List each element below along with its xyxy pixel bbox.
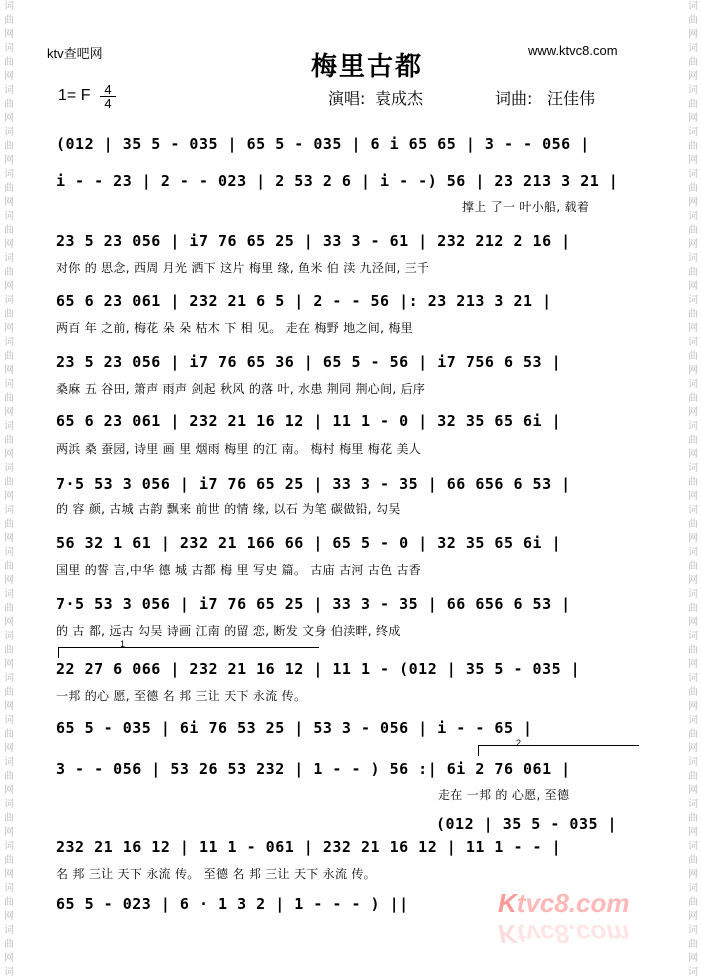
side-watermark-glyph: 网 xyxy=(4,113,14,124)
side-watermark-glyph: 词 xyxy=(4,253,14,264)
side-watermark-glyph: 词 xyxy=(688,169,698,180)
side-watermark-glyph: 词 xyxy=(688,337,698,348)
side-watermark-glyph: 网 xyxy=(4,281,14,292)
side-watermark-glyph: 曲 xyxy=(4,57,14,68)
volta-bracket-2 xyxy=(478,745,639,756)
side-watermark-glyph: 词 xyxy=(4,715,14,726)
side-watermark-glyph: 曲 xyxy=(688,771,698,782)
side-watermark-glyph: 曲 xyxy=(688,225,698,236)
side-watermark-glyph: 网 xyxy=(4,659,14,670)
side-watermark-glyph: 词 xyxy=(688,1,698,12)
side-watermark-glyph: 曲 xyxy=(4,561,14,572)
side-watermark-glyph: 词 xyxy=(688,673,698,684)
side-watermark-glyph: 词 xyxy=(688,883,698,894)
side-watermark-glyph: 网 xyxy=(688,953,698,964)
notes-row-5: 23 5 23 056 | i7 76 65 36 | 65 5 - 56 | i7 756 6 53 | xyxy=(56,353,562,371)
composer-label: 词曲: xyxy=(495,89,533,108)
side-watermark-glyph: 词 xyxy=(688,253,698,264)
side-watermark-glyph: 网 xyxy=(4,785,14,796)
side-watermark-glyph: 网 xyxy=(688,659,698,670)
side-watermark-glyph: 词 xyxy=(4,1,14,12)
side-watermark-glyph: 曲 xyxy=(4,603,14,614)
side-watermark-glyph: 曲 xyxy=(4,267,14,278)
logo-reflection-text: tvc8.com xyxy=(516,919,630,949)
singer-label: 演唱: xyxy=(328,89,366,108)
side-watermark-glyph: 词 xyxy=(688,757,698,768)
side-watermark-glyph: 曲 xyxy=(4,645,14,656)
notes-row-10: 22 27 6 066 | 232 21 16 12 | 11 1 - (012 | 35 5 - 035 | xyxy=(56,660,581,678)
side-watermark-glyph: 网 xyxy=(688,911,698,922)
side-watermark-glyph: 词 xyxy=(4,883,14,894)
side-watermark-glyph: 曲 xyxy=(688,15,698,26)
side-watermark-glyph: 网 xyxy=(4,701,14,712)
ktvc8-logo-reflection xyxy=(498,918,630,949)
notes-row-8: 56 32 1 61 | 232 21 166 66 | 65 5 - 0 | 32 35 65 6i | xyxy=(56,534,562,552)
notes-row-2: i - - 23 | 2 - - 023 | 2 53 2 6 | i - -) 56 | 23 213 3 21 | xyxy=(56,172,619,190)
side-watermark-glyph: 曲 xyxy=(688,435,698,446)
side-watermark-left xyxy=(2,0,16,980)
time-signature-bottom: 4 xyxy=(104,96,112,111)
side-watermark-glyph: 词 xyxy=(4,85,14,96)
logo-text: tvc8.com xyxy=(516,888,630,918)
side-watermark-glyph: 曲 xyxy=(688,645,698,656)
lyrics-row-12: 走在 一邦 的 心愿, 至德 xyxy=(438,788,570,802)
side-watermark-glyph: 网 xyxy=(688,575,698,586)
side-watermark-glyph: 曲 xyxy=(4,897,14,908)
side-watermark-glyph: 曲 xyxy=(4,309,14,320)
side-watermark-glyph: 词 xyxy=(4,337,14,348)
side-watermark-glyph: 网 xyxy=(4,407,14,418)
volta-number-1: 1 xyxy=(120,639,126,649)
side-watermark-glyph: 曲 xyxy=(4,351,14,362)
side-watermark-glyph: 网 xyxy=(688,533,698,544)
side-watermark-glyph: 曲 xyxy=(4,687,14,698)
lyrics-row-10: 一邦 的心 愿, 至德 名 邦 三让 天下 永流 传。 xyxy=(56,689,307,703)
side-watermark-glyph: 网 xyxy=(688,785,698,796)
side-watermark-glyph: 词 xyxy=(688,505,698,516)
song-title: 梅里古都 xyxy=(311,52,424,82)
side-watermark-glyph: 词 xyxy=(4,127,14,138)
side-watermark-glyph: 网 xyxy=(688,281,698,292)
side-watermark-glyph: 网 xyxy=(4,71,14,82)
side-watermark-glyph: 网 xyxy=(4,743,14,754)
logo-reflection-k: K xyxy=(498,919,517,949)
side-watermark-glyph: 网 xyxy=(4,491,14,502)
side-watermark-glyph: 曲 xyxy=(688,393,698,404)
side-watermark-glyph: 曲 xyxy=(4,15,14,26)
side-watermark-glyph: 词 xyxy=(688,967,698,978)
side-watermark-glyph: 网 xyxy=(688,449,698,460)
side-watermark-glyph: 词 xyxy=(688,211,698,222)
side-watermark-glyph: 网 xyxy=(688,197,698,208)
side-watermark-glyph: 曲 xyxy=(688,729,698,740)
side-watermark-glyph: 曲 xyxy=(4,813,14,824)
side-watermark-glyph: 曲 xyxy=(4,477,14,488)
volta-number-2: 2 xyxy=(516,738,522,748)
side-watermark-glyph: 网 xyxy=(4,533,14,544)
side-watermark-glyph: 曲 xyxy=(688,939,698,950)
side-watermark-glyph: 曲 xyxy=(688,309,698,320)
side-watermark-right xyxy=(686,0,700,980)
side-watermark-glyph: 词 xyxy=(688,379,698,390)
lyrics-row-3: 对你 的 思念, 西周 月光 洒下 这片 梅里 缘, 鱼米 伯 渎 九泾间, 三千 xyxy=(56,261,430,275)
lyrics-row-2: 撑上 了一 叶小船, 载着 xyxy=(462,200,590,214)
side-watermark-glyph: 词 xyxy=(4,43,14,54)
notes-row-1: (012 | 35 5 - 035 | 65 5 - 035 | 6 i 65 65 | 3 - - 056 | xyxy=(56,135,590,153)
side-watermark-glyph: 曲 xyxy=(688,519,698,530)
side-watermark-glyph: 网 xyxy=(688,701,698,712)
side-watermark-glyph: 网 xyxy=(4,155,14,166)
side-watermark-glyph: 曲 xyxy=(688,561,698,572)
side-watermark-glyph: 词 xyxy=(688,421,698,432)
side-watermark-glyph: 词 xyxy=(688,715,698,726)
side-watermark-glyph: 曲 xyxy=(4,729,14,740)
side-watermark-glyph: 曲 xyxy=(4,225,14,236)
side-watermark-glyph: 网 xyxy=(688,869,698,880)
side-watermark-glyph: 网 xyxy=(4,953,14,964)
side-watermark-glyph: 词 xyxy=(4,463,14,474)
notes-row-13: 232 21 16 12 | 11 1 - 061 | 232 21 16 12 | 11 1 - - | xyxy=(56,838,562,856)
notes-row-11: 65 5 - 035 | 6i 76 53 25 | 53 3 - 056 | i - - 65 | xyxy=(56,719,533,737)
side-watermark-glyph: 词 xyxy=(4,211,14,222)
side-watermark-glyph: 词 xyxy=(4,673,14,684)
side-watermark-glyph: 曲 xyxy=(688,351,698,362)
side-watermark-glyph: 网 xyxy=(4,239,14,250)
side-watermark-glyph: 词 xyxy=(688,589,698,600)
side-watermark-glyph: 网 xyxy=(688,827,698,838)
side-watermark-glyph: 词 xyxy=(4,547,14,558)
side-watermark-glyph: 曲 xyxy=(688,99,698,110)
side-watermark-glyph: 网 xyxy=(4,617,14,628)
side-watermark-glyph: 曲 xyxy=(688,141,698,152)
side-watermark-glyph: 曲 xyxy=(4,771,14,782)
side-watermark-glyph: 网 xyxy=(4,827,14,838)
composer-name: 汪佳伟 xyxy=(547,89,596,108)
ktvc8-logo xyxy=(498,888,630,919)
side-watermark-glyph: 词 xyxy=(4,925,14,936)
side-watermark-glyph: 网 xyxy=(4,911,14,922)
side-watermark-glyph: 曲 xyxy=(688,183,698,194)
side-watermark-glyph: 网 xyxy=(688,617,698,628)
side-watermark-glyph: 词 xyxy=(4,379,14,390)
side-watermark-glyph: 网 xyxy=(688,29,698,40)
side-watermark-glyph: 词 xyxy=(688,295,698,306)
side-watermark-glyph: 曲 xyxy=(688,57,698,68)
side-watermark-glyph: 词 xyxy=(688,841,698,852)
side-watermark-glyph: 网 xyxy=(4,197,14,208)
lyrics-row-6: 两浜 桑 蚕园, 诗里 画 里 烟雨 梅里 的江 南。 梅村 梅里 梅花 美人 xyxy=(56,442,422,456)
side-watermark-glyph: 曲 xyxy=(4,183,14,194)
side-watermark-glyph: 网 xyxy=(4,449,14,460)
side-watermark-glyph: 曲 xyxy=(4,99,14,110)
side-watermark-glyph: 曲 xyxy=(688,813,698,824)
side-watermark-glyph: 词 xyxy=(4,757,14,768)
lyrics-row-5: 桑麻 五 谷田, 箫声 雨声 剑起 秋风 的落 叶, 水患 荆同 荆心间, 后序 xyxy=(56,382,426,396)
side-watermark-glyph: 曲 xyxy=(4,393,14,404)
notes-row-14: 65 5 - 023 | 6 · 1 3 2 | 1 - - - ) || xyxy=(56,895,409,913)
side-watermark-glyph: 网 xyxy=(4,29,14,40)
lyrics-row-9: 的 古 都, 远古 勾吴 诗画 江南 的留 恋, 断发 文身 伯渎畔, 终成 xyxy=(56,624,401,638)
notes-extra-intro: (012 | 35 5 - 035 | xyxy=(436,815,618,833)
lyrics-row-8: 国里 的誓 言,中华 德 城 古都 梅 里 写史 篇。 古庙 古河 古色 古香 xyxy=(56,563,422,577)
notes-row-3: 23 5 23 056 | i7 76 65 25 | 33 3 - 61 | 232 212 2 16 | xyxy=(56,232,571,250)
side-watermark-glyph: 词 xyxy=(688,925,698,936)
side-watermark-glyph: 词 xyxy=(4,967,14,978)
side-watermark-glyph: 词 xyxy=(4,505,14,516)
key-signature: 1= F xyxy=(58,87,91,104)
side-watermark-glyph: 曲 xyxy=(4,939,14,950)
site-url-right: www.ktvc8.com xyxy=(528,43,618,58)
side-watermark-glyph: 网 xyxy=(688,407,698,418)
side-watermark-glyph: 词 xyxy=(688,463,698,474)
side-watermark-glyph: 曲 xyxy=(4,141,14,152)
notes-row-7: 7·5 53 3 056 | i7 76 65 25 | 33 3 - 35 | 66 656 6 53 | xyxy=(56,475,571,493)
side-watermark-glyph: 词 xyxy=(688,85,698,96)
side-watermark-glyph: 网 xyxy=(688,155,698,166)
side-watermark-glyph: 词 xyxy=(4,169,14,180)
side-watermark-glyph: 网 xyxy=(4,365,14,376)
notes-row-6: 65 6 23 061 | 232 21 16 12 | 11 1 - 0 | 32 35 65 6i | xyxy=(56,412,562,430)
logo-k: K xyxy=(498,888,517,918)
side-watermark-glyph: 网 xyxy=(688,743,698,754)
time-signature-top: 4 xyxy=(100,84,116,97)
side-watermark-glyph: 网 xyxy=(688,365,698,376)
side-watermark-glyph: 词 xyxy=(4,841,14,852)
side-watermark-glyph: 网 xyxy=(688,491,698,502)
side-watermark-glyph: 词 xyxy=(4,589,14,600)
side-watermark-glyph: 曲 xyxy=(4,435,14,446)
side-watermark-glyph: 词 xyxy=(4,631,14,642)
site-name-left: ktv查吧网 xyxy=(47,46,103,61)
side-watermark-glyph: 词 xyxy=(4,421,14,432)
side-watermark-glyph: 曲 xyxy=(688,267,698,278)
side-watermark-glyph: 词 xyxy=(688,631,698,642)
side-watermark-glyph: 词 xyxy=(688,43,698,54)
side-watermark-glyph: 曲 xyxy=(688,477,698,488)
side-watermark-glyph: 曲 xyxy=(688,855,698,866)
side-watermark-glyph: 曲 xyxy=(4,519,14,530)
side-watermark-glyph: 网 xyxy=(688,71,698,82)
singer-name: 袁成杰 xyxy=(375,89,424,108)
side-watermark-glyph: 网 xyxy=(4,575,14,586)
side-watermark-glyph: 网 xyxy=(688,113,698,124)
lyrics-row-13: 名 邦 三让 天下 永流 传。 至德 名 邦 三让 天下 永流 传。 xyxy=(56,867,376,881)
side-watermark-glyph: 曲 xyxy=(688,687,698,698)
notes-row-12: 3 - - 056 | 53 26 53 232 | 1 - - ) 56 :| 6i 2 76 061 | xyxy=(56,760,571,778)
side-watermark-glyph: 曲 xyxy=(688,603,698,614)
side-watermark-glyph: 词 xyxy=(4,799,14,810)
side-watermark-glyph: 网 xyxy=(688,323,698,334)
side-watermark-glyph: 网 xyxy=(4,323,14,334)
side-watermark-glyph: 词 xyxy=(4,295,14,306)
side-watermark-glyph: 曲 xyxy=(4,855,14,866)
volta-bracket-1 xyxy=(58,647,319,658)
time-signature xyxy=(100,84,116,110)
notes-row-4: 65 6 23 061 | 232 21 6 5 | 2 - - 56 |: 23 213 3 21 | xyxy=(56,292,552,310)
side-watermark-glyph: 词 xyxy=(688,799,698,810)
side-watermark-glyph: 词 xyxy=(688,127,698,138)
lyrics-row-7: 的 容 颜, 古城 古韵 飘来 前世 的情 缘, 以石 为笔 碳做铅, 勾吴 xyxy=(56,502,401,516)
side-watermark-glyph: 词 xyxy=(688,547,698,558)
side-watermark-glyph: 网 xyxy=(4,869,14,880)
side-watermark-glyph: 曲 xyxy=(688,897,698,908)
notes-row-9: 7·5 53 3 056 | i7 76 65 25 | 33 3 - 35 | 66 656 6 53 | xyxy=(56,595,571,613)
side-watermark-glyph: 网 xyxy=(688,239,698,250)
lyrics-row-4: 两百 年 之前, 梅花 朵 朵 枯木 下 相 见。 走在 梅野 地之间, 梅里 xyxy=(56,321,413,335)
